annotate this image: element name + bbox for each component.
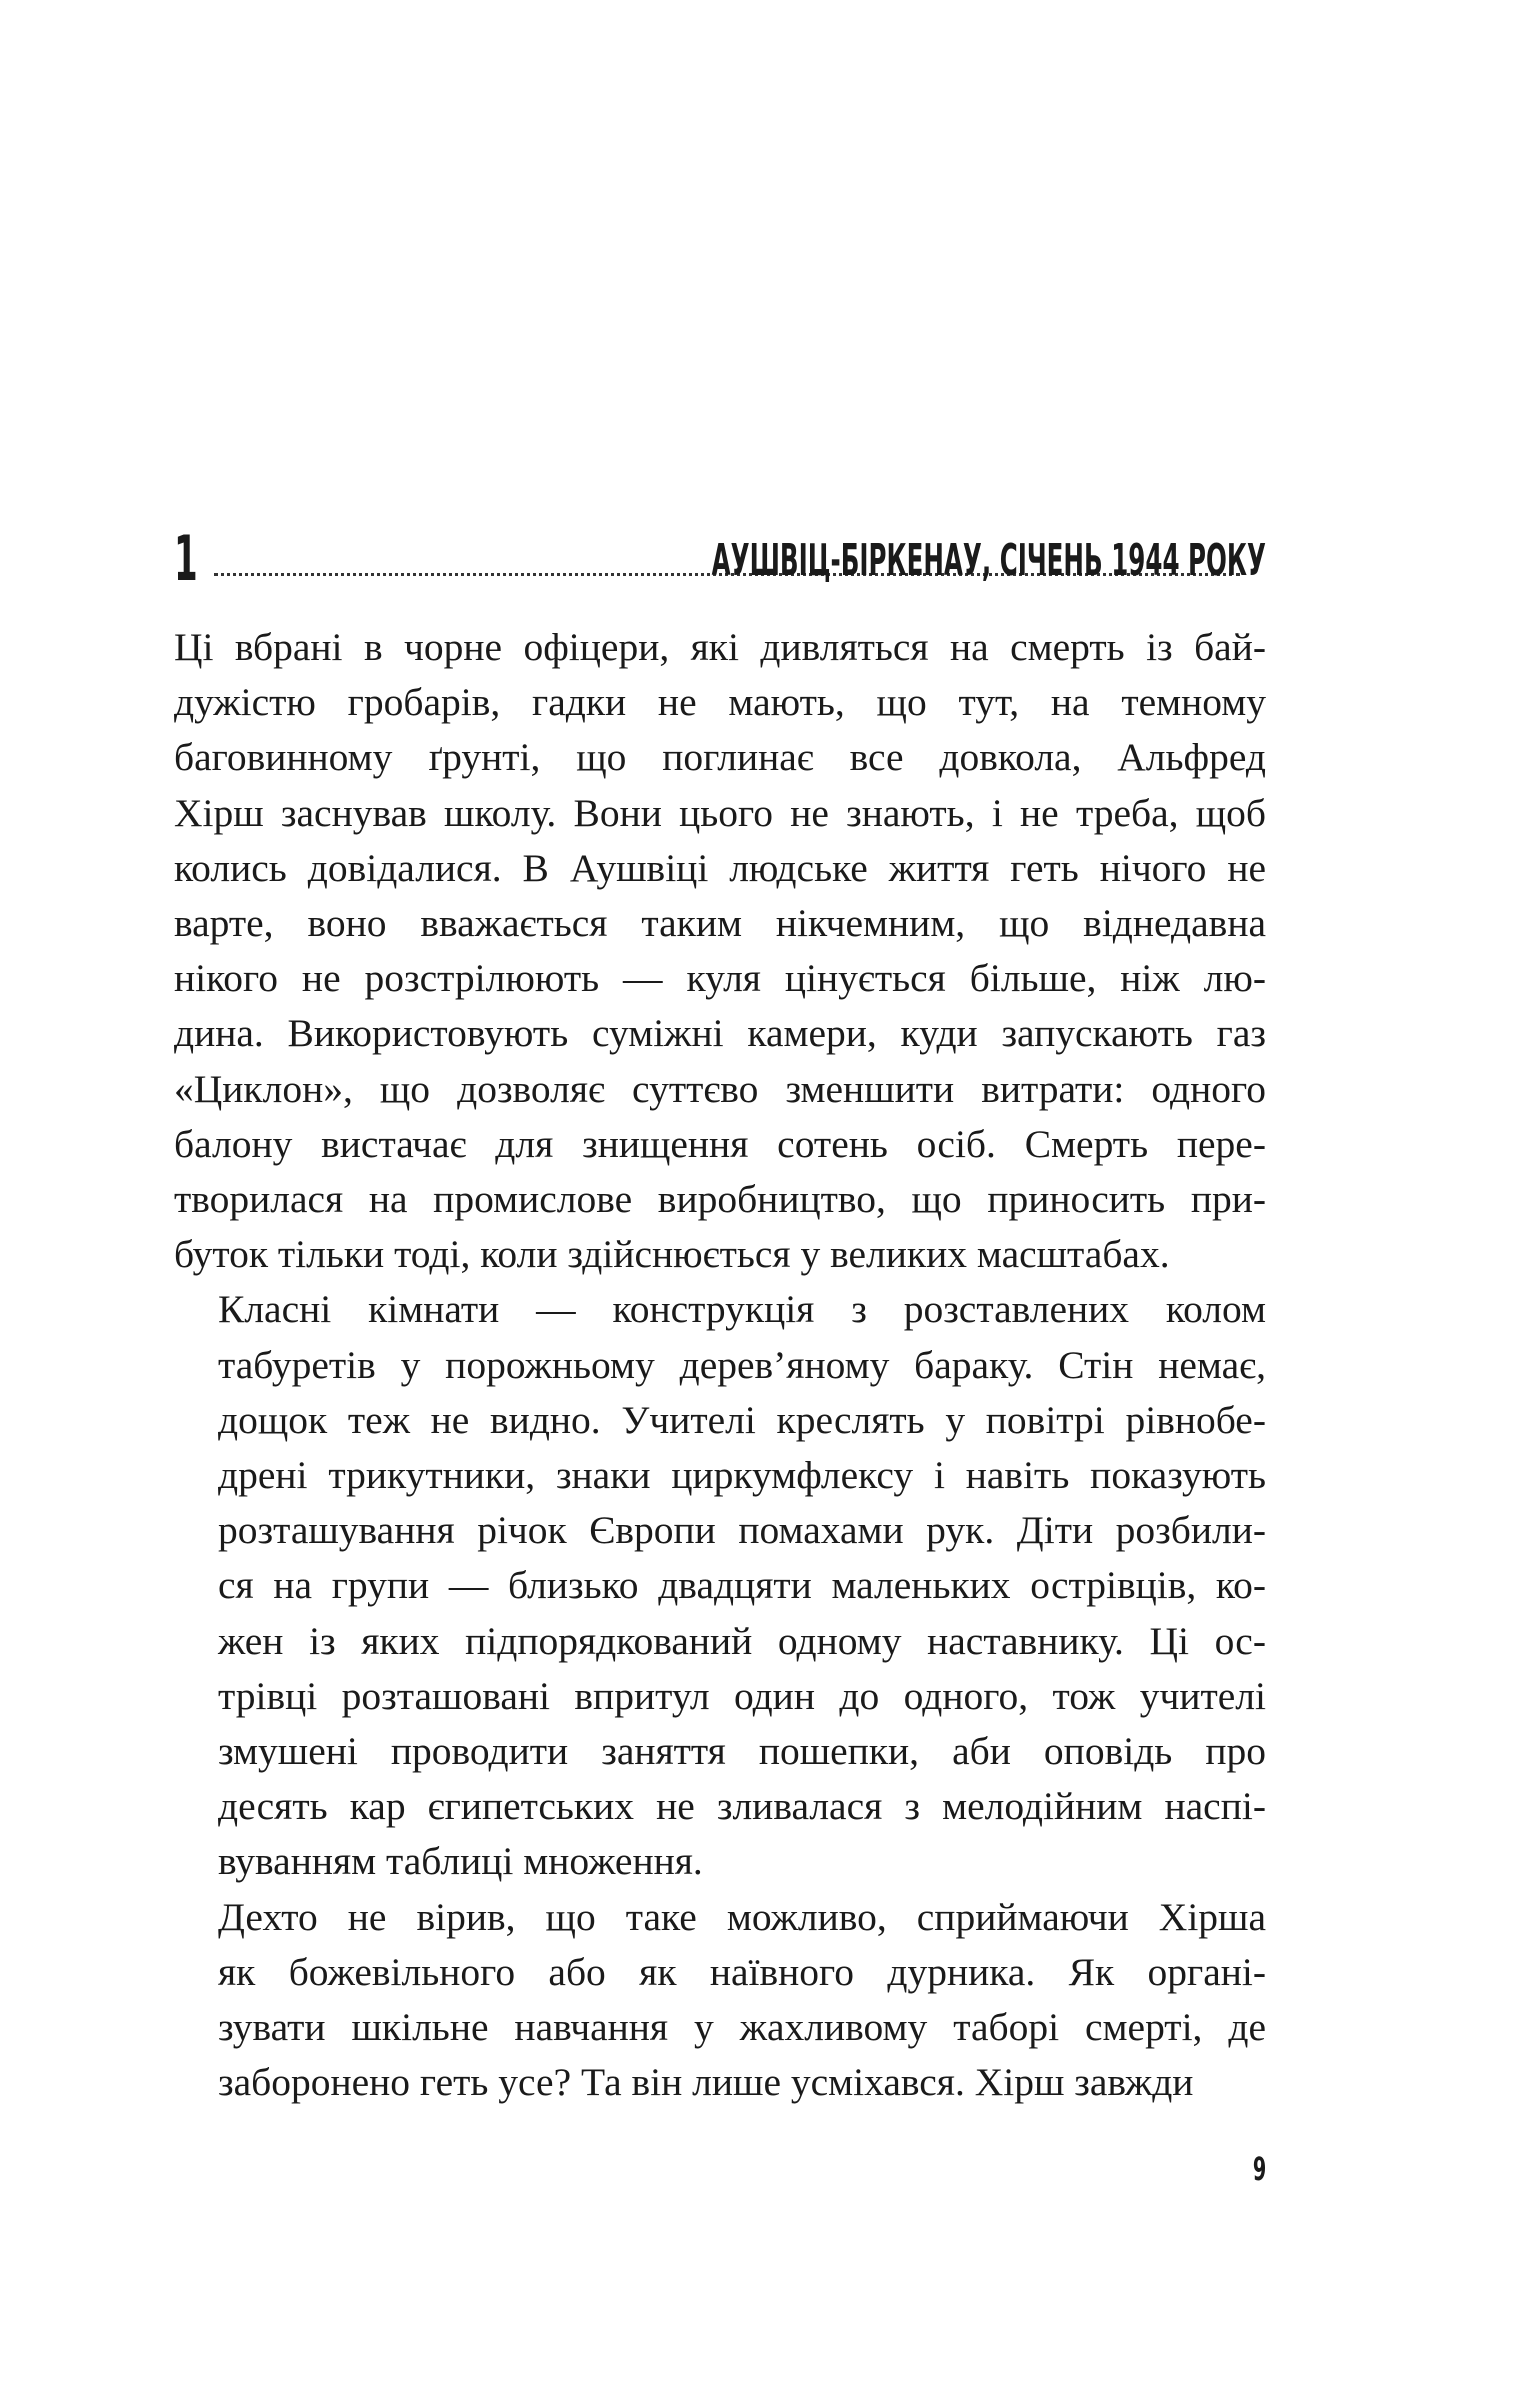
text-line: варте, воно вважається таким нікчемним, що віднедавна	[174, 901, 1266, 946]
text-line: ся на групи — близько двадцяти маленьких острівців, ко-	[218, 1563, 1266, 1608]
chapter-number: 1	[174, 522, 198, 595]
text-line: баговинному ґрунті, що поглинає все довкола, Альфред	[174, 735, 1266, 780]
text-line: десять кар єгипетських не зливалася з мелодійним наспі-	[218, 1784, 1266, 1829]
chapter-header	[174, 520, 1266, 595]
text-line: як божевільного або як наївного дурника. Як органі-	[218, 1949, 1266, 1994]
text-line: Класні кімнати — конструкція з розставлених колом	[218, 1287, 1266, 1332]
text-line: дощок теж не видно. Учителі креслять у повітрі рівнобе-	[218, 1397, 1266, 1442]
text-line: дина. Використовують суміжні камери, куди запускають газ	[174, 1011, 1266, 1056]
text-line: вуванням таблиці множення.	[218, 1839, 703, 1884]
text-line: заборонено геть усе? Та він лише усміхався. Хірш завжди	[218, 2060, 1194, 2105]
text-line: Ці вбрані в чорне офіцери, які дивляться на смерть із бай-	[174, 625, 1266, 669]
text-line: табуретів у порожньому дерев’яному бараку. Стін немає,	[218, 1342, 1266, 1387]
text-line: колись довідалися. В Аушвіці людське життя геть нічого не	[174, 845, 1266, 890]
text-line: буток тільки тоді, коли здійснюється у великих масштабах.	[174, 1232, 1170, 1277]
text-line: змушені проводити заняття пошепки, аби оповідь про	[218, 1729, 1266, 1774]
text-line: Дехто не вірив, що таке можливо, сприймаючи Хірша	[218, 1894, 1266, 1939]
body-text	[174, 620, 1266, 2110]
paragraph	[174, 1890, 1266, 2111]
text-line: дрені трикутники, знаки циркумфлексу і навіть показують	[218, 1453, 1266, 1498]
paragraph	[174, 1282, 1266, 1889]
text-line: жен із яких підпорядкований одному наставнику. Ці ос-	[218, 1618, 1266, 1663]
page-number: 9	[1252, 2150, 1266, 2188]
text-line: дужістю гробарів, гадки не мають, що тут, на темному	[174, 680, 1266, 725]
paragraph	[174, 620, 1266, 1282]
text-line: «Циклон», що дозволяє суттєво зменшити витрати: одного	[174, 1066, 1266, 1111]
text-line: балону вистачає для знищення сотень осіб. Смерть пере-	[174, 1121, 1266, 1166]
text-line: розташування річок Європи помахами рук. Діти розбили-	[218, 1508, 1266, 1553]
text-line: нікого не розстрілюють — куля цінується більше, ніж лю-	[174, 956, 1266, 1001]
chapter-title: АУШВІЦ-БІРКЕНАУ, СІЧЕНЬ 1944 РОКУ	[711, 535, 1266, 586]
text-line: зувати шкільне навчання у жахливому таборі смерті, де	[218, 2005, 1266, 2050]
text-line: Хірш заснував школу. Вони цього не знають, і не треба, щоб	[174, 790, 1266, 835]
text-line: трівці розташовані впритул один до одного, тож учителі	[218, 1673, 1266, 1718]
text-line: творилася на промислове виробництво, що приносить при-	[174, 1177, 1266, 1222]
